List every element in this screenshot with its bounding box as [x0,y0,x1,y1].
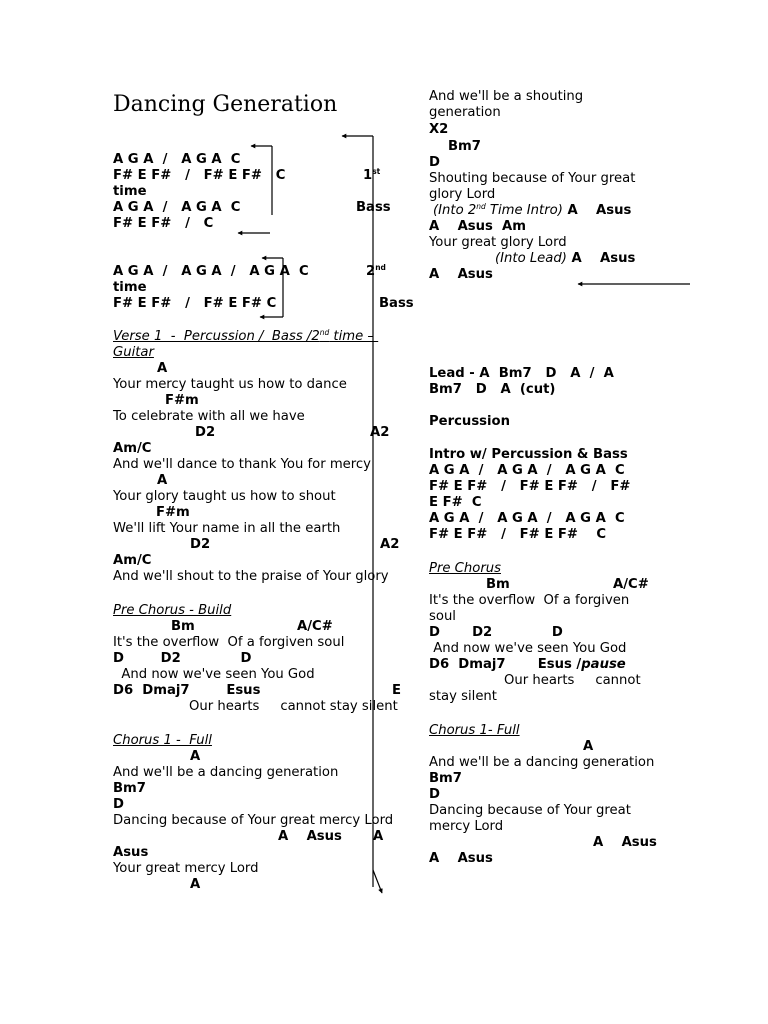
chord-line: A Asus Am [429,219,526,234]
chord-line: A [190,877,201,892]
section-heading-chorus-1: Chorus 1- Full [429,723,520,738]
section-heading-chorus-1: Chorus 1 - Full [113,733,212,748]
chord-line: D2 [195,425,216,440]
chord-line: A2 [380,537,400,552]
chord-line: E [392,683,402,698]
lyric-line: And we'll be a shouting [429,89,584,104]
chord-line: A/C# [613,577,649,592]
chord-line: A2 [370,425,390,440]
chord-line: D D2 D [429,625,563,640]
chord-line: A Asus [429,851,493,866]
section-heading-intro: Intro w/ Percussion & Bass [429,447,628,462]
chord-line: A Asus [593,835,657,850]
chord-line: D2 [190,537,211,552]
lyric-line: stay silent [429,689,497,704]
lyric-line: mercy Lord [429,819,504,834]
chord-line: A [157,473,168,488]
lyric-line: Dancing because of Your great [429,803,631,818]
chord-line: Am/C [113,441,152,456]
lyric-line: Your mercy taught us how to dance [113,377,347,392]
jump-arrow-bottom [373,870,382,893]
lyric-line: And we'll shout to the praise of Your glory [113,569,389,584]
chord-line: A [157,361,168,376]
lyric-line: Your great mercy Lord [113,861,259,876]
lyric-line: glory Lord [429,187,496,202]
second-time-note: 2nd [366,263,386,279]
chord-line: D [429,155,440,170]
intro-chords-row: F# E F# / F# E F# C [113,296,277,311]
intro-chords-row: E F# C [429,495,482,510]
section-heading-verse-1: Verse 1 - Percussion / Bass /2nd time – [113,328,379,344]
chord-line: D [429,787,440,802]
lyric-line: It's the overflow Of a forgiven [429,593,630,608]
intro-chords-row: F# E F# / F# E F# / F# [429,479,631,494]
section-heading-pre-chorus: Pre Chorus [429,561,501,576]
lyric-line: And now we've seen You God [429,641,627,656]
section-heading-verse-1: Guitar [113,345,154,360]
chord-line: A Asus [278,829,342,844]
percussion-label: Percussion [429,414,510,429]
repeat-marker: X2 [429,122,449,137]
page-title: Dancing Generation [113,92,338,117]
intro-chords-row: A G A / A G A / A G A C [429,511,625,526]
lead-section: Lead - A Bm7 D A / A [429,366,614,381]
chord-line: Am/C [113,553,152,568]
lyric-line: It's the overflow Of a forgiven soul [113,635,345,650]
first-time-note: 1st [363,167,381,183]
chord-line: D6 Dmaj7 Esus /pause [429,657,626,672]
cue-line: (Into Lead) A Asus [495,251,636,266]
chord-line: A [373,829,384,844]
lyric-line: And we'll be a dancing generation [113,765,339,780]
chord-line: Bm [171,619,195,634]
cue-line: (Into 2nd Time Intro) A Asus [433,202,632,218]
intro-chords-row: A G A / A G A / A G A C [113,264,309,279]
bass-note: Bass [379,296,414,311]
section-heading-pre-chorus: Pre Chorus - Build [113,603,232,618]
lyric-line: generation [429,105,501,120]
chord-line: Bm [486,577,510,592]
lyric-line: soul [429,609,456,624]
lyric-line: Dancing because of Your great mercy Lord [113,813,394,828]
lyric-line: We'll lift Your name in all the earth [113,521,341,536]
chord-line: F#m [165,393,199,408]
lyric-line: Shouting because of Your great [429,171,636,186]
chord-line: D D2 D [113,651,252,666]
lyric-line: Your glory taught us how to shout [113,489,336,504]
chord-line: Bm7 [429,771,462,786]
chord-line: Asus [113,845,149,860]
lyric-line: Your great glory Lord [429,235,567,250]
bass-note: Bass [356,200,391,215]
lyric-line: And now we've seen You God [113,667,315,682]
chord-line: A [190,749,201,764]
lyric-line: Our hearts cannot stay silent [189,699,398,714]
chord-line: D6 Dmaj7 Esus [113,683,261,698]
intro-chords-row: A G A / A G A C [113,152,241,167]
intro-chords-row: F# E F# / F# E F# C [429,527,607,542]
chord-line: F#m [156,505,190,520]
chord-line: A/C# [297,619,333,634]
lead-section: Bm7 D A (cut) [429,382,556,397]
lyric-line: Our hearts cannot [504,673,641,688]
lyric-line: To celebrate with all we have [113,409,305,424]
intro-chords-row: A G A / A G A / A G A C [429,463,625,478]
lyric-line: And we'll dance to thank You for mercy [113,457,371,472]
chord-line: Bm7 [448,139,481,154]
chord-line: D [113,797,124,812]
chord-line: A [583,739,594,754]
chord-line: A Asus [429,267,493,282]
intro-chords-row: A G A / A G A C [113,200,241,215]
first-time-note: time [113,184,147,199]
lyric-line: And we'll be a dancing generation [429,755,655,770]
intro-chords-row: F# E F# / C [113,216,214,231]
second-time-note: time [113,280,147,295]
intro-chords-row: F# E F# / F# E F# C [113,168,286,183]
chord-line: Bm7 [113,781,146,796]
